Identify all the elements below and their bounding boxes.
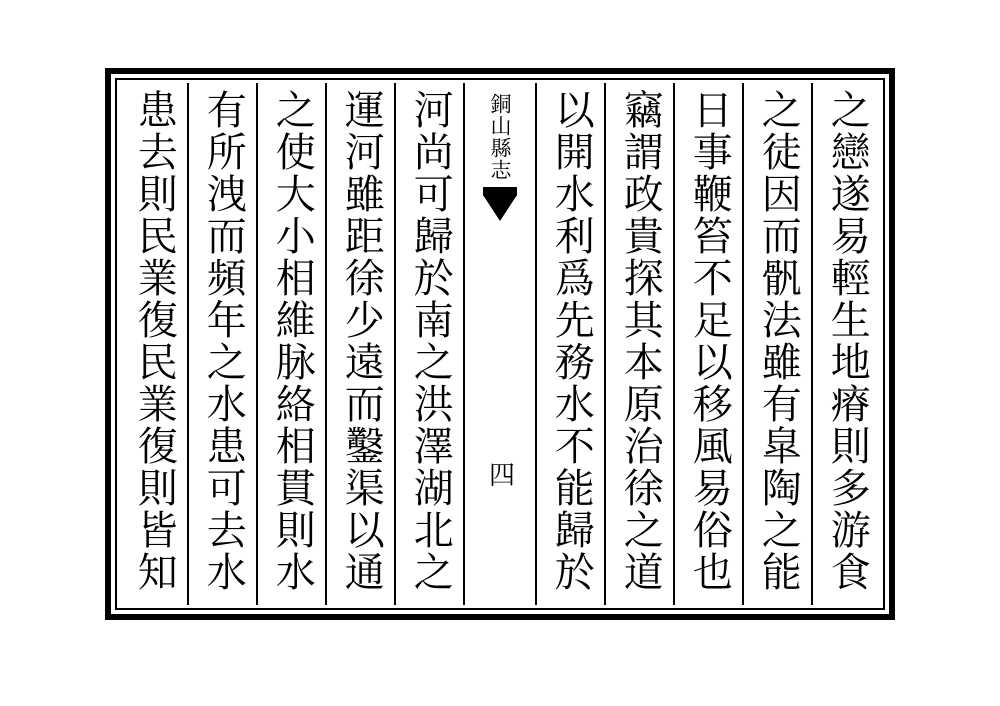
column-text: 之徒因而骪法雖有皐陶之能 — [755, 89, 802, 593]
fishtail-icon — [483, 195, 517, 221]
text-column-5 — [535, 83, 604, 605]
book-title-banxin — [465, 93, 535, 185]
text-column-3 — [673, 83, 742, 605]
column-text: 之使大小相維脉絡相貫則水 — [269, 89, 316, 593]
column-text: 運河雖距徐少遠而鑿渠以通 — [338, 89, 385, 593]
text-column-10 — [120, 83, 187, 605]
page-border-inner — [115, 78, 885, 610]
text-column-7 — [325, 83, 394, 605]
column-text: 日事鞭笞不足以移風易俗也 — [686, 89, 733, 593]
text-column-9 — [187, 83, 256, 605]
column-text: 以開水利爲先務水不能歸於 — [548, 89, 595, 593]
column-text: 患去則民業復民業復則皆知 — [131, 89, 178, 593]
text-column-4 — [604, 83, 673, 605]
page-border-outer — [105, 68, 895, 620]
text-column-2 — [742, 83, 811, 605]
text-column-1 — [811, 83, 880, 605]
column-text: 之戀遂易輕生地瘠則多游食 — [824, 89, 871, 593]
page-number — [465, 461, 535, 491]
column-text: 河尚可歸於南之洪澤湖北之 — [407, 89, 454, 593]
column-text: 有所洩而頻年之水患可去水 — [200, 89, 247, 593]
book-title-text: 銅山縣志 — [488, 93, 513, 181]
banxin-center-column — [463, 83, 535, 605]
column-text: 竊謂政貴探其本原治徐之道 — [617, 89, 664, 593]
page-number-text: 四 — [484, 461, 515, 487]
text-column-6 — [394, 83, 463, 605]
text-columns — [120, 83, 880, 605]
text-column-8 — [256, 83, 325, 605]
